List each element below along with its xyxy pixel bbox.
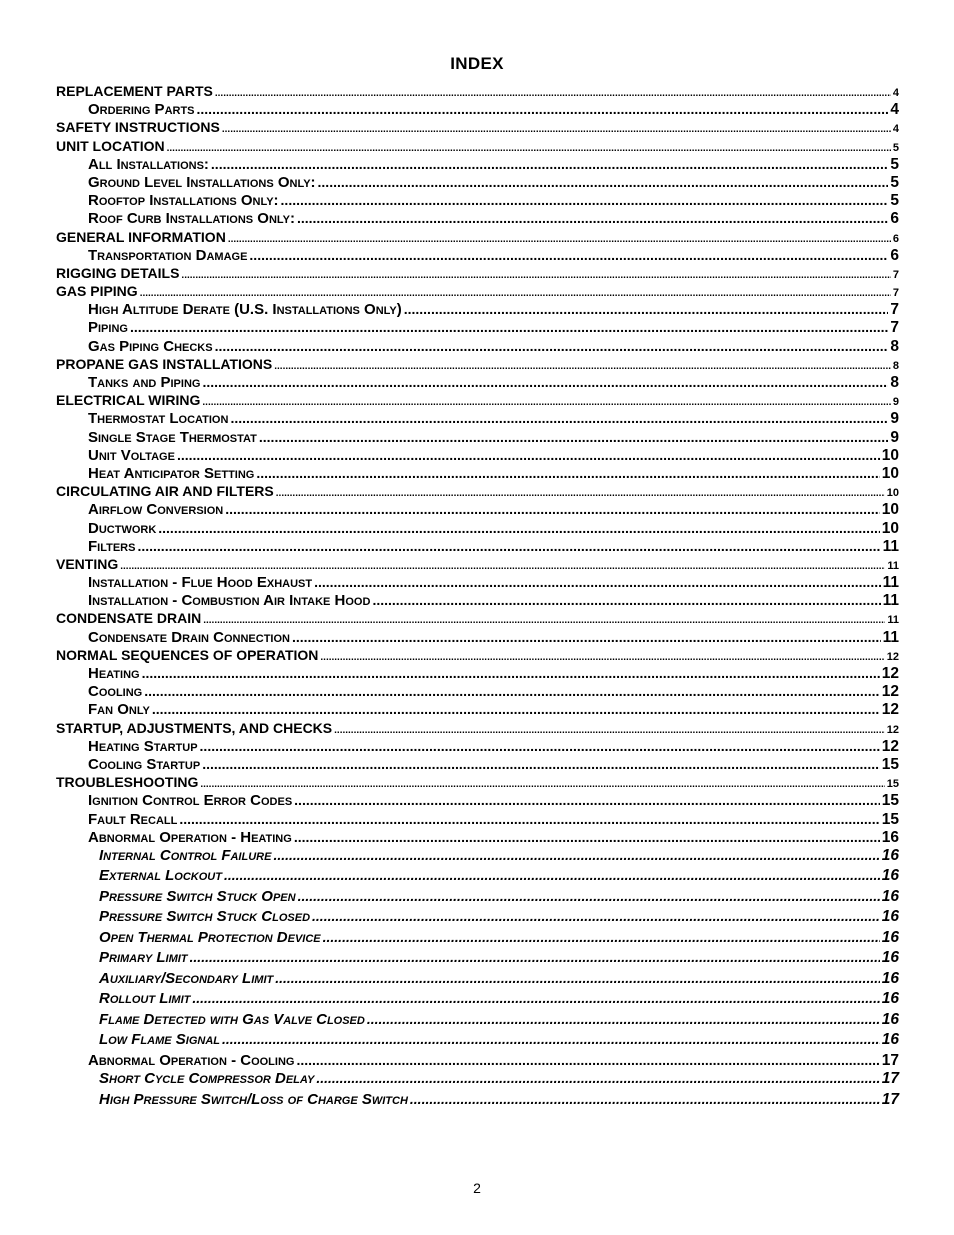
toc-entry[interactable] [56,647,899,665]
toc-entry-label: ELECTRICAL WIRING [56,392,201,409]
toc-entry-label: GENERAL INFORMATION [56,228,226,245]
toc-dot-leader [203,615,885,626]
toc-entry-label: Open Thermal Protection Device [99,928,321,946]
toc-dot-leader [158,520,879,536]
toc-entry-page: 8 [890,337,899,355]
toc-entry[interactable] [56,829,899,847]
toc-dot-leader [297,210,888,226]
toc-entry-label: RIGGING DETAILS [56,264,180,281]
toc-dot-leader [142,665,880,681]
toc-dot-leader [167,143,891,154]
toc-entry-page: 6 [890,210,899,228]
toc-entry[interactable] [56,338,899,356]
toc-entry[interactable] [56,683,899,701]
toc-dot-leader [294,792,880,808]
toc-entry-page: 12 [886,650,899,663]
toc-entry-page: 7 [890,301,899,319]
toc-entry-page: 6 [892,232,899,245]
toc-dot-leader [177,447,880,463]
toc-entry[interactable] [56,501,899,519]
toc-entry-label: Abnormal Operation - Heating [88,828,292,846]
toc-dot-leader [224,867,880,883]
toc-entry-label: Heating Startup [88,737,198,755]
toc-dot-leader [367,1011,880,1027]
toc-entry[interactable] [56,356,899,374]
toc-entry-label: Piping [88,319,128,337]
toc-entry-label: PROPANE GAS INSTALLATIONS [56,355,273,372]
toc-entry-label: Transportation Damage [88,246,248,264]
toc-entry-page: 7 [892,268,899,281]
toc-entry[interactable] [56,701,899,719]
toc-dot-leader [318,174,889,190]
toc-entry-label: STARTUP, ADJUSTMENTS, AND CHECKS [56,719,333,736]
toc-entry-page: 8 [892,359,899,372]
toc-entry-label: Single Stage Thermostat [88,428,257,446]
toc-dot-leader [200,779,884,790]
toc-dot-leader [230,410,888,426]
toc-entry-page: 10 [881,464,899,482]
toc-entry-label: SAFETY INSTRUCTIONS [56,119,220,136]
toc-entry[interactable] [56,156,899,174]
toc-entry-label: Condensate Drain Connection [88,628,290,646]
toc-entry-label: Ignition Control Error Codes [88,792,293,810]
toc-entry[interactable] [56,465,899,483]
toc-entry-page: 11 [887,559,899,572]
toc-dot-leader [140,288,891,299]
toc-dot-leader [273,847,879,863]
toc-entry[interactable] [56,990,899,1011]
toc-entry-page: 7 [890,319,899,337]
toc-dot-leader [181,270,890,281]
toc-dot-leader [294,829,880,845]
toc-entry-page: 4 [892,123,899,136]
toc-dot-leader [222,1031,880,1047]
toc-dot-leader [316,1070,879,1086]
toc-entry-label: Flame Detected with Gas Valve Closed [99,1010,365,1028]
table-of-contents [56,83,899,1111]
toc-entry-page: 11 [882,574,899,592]
toc-entry-page: 11 [887,614,899,627]
toc-entry-page: 16 [881,867,899,885]
toc-entry-page: 15 [881,810,899,828]
toc-entry-label: Cooling Startup [88,755,201,773]
toc-entry-page: 15 [881,792,899,810]
toc-entry-page: 17 [881,1051,899,1069]
toc-entry-page: 11 [882,537,899,555]
toc-dot-leader [152,701,880,717]
toc-entry[interactable] [56,319,899,337]
toc-dot-leader [312,908,880,924]
toc-dot-leader [410,1091,880,1107]
toc-entry-label: Rooftop Installations Only: [88,192,279,210]
toc-entry-label: REPLACEMENT PARTS [56,83,213,99]
toc-entry[interactable] [56,483,899,501]
toc-dot-leader [197,101,889,117]
toc-entry[interactable] [56,756,899,774]
toc-entry-label: Auxiliary/Secondary Limit [99,969,274,987]
toc-entry[interactable] [56,538,899,556]
toc-entry-page: 16 [881,1010,899,1028]
toc-entry-page: 4 [892,87,899,99]
toc-entry-label: Internal Control Failure [99,846,272,864]
toc-entry-page: 5 [892,141,899,154]
toc-entry-label: CONDENSATE DRAIN [56,610,202,627]
toc-dot-leader [298,888,880,904]
toc-entry[interactable] [56,929,899,950]
toc-entry[interactable] [56,392,899,410]
toc-entry[interactable] [56,283,899,301]
toc-dot-leader [259,429,888,445]
toc-entry-page: 12 [881,683,899,701]
toc-entry-label: UNIT LOCATION [56,137,165,154]
toc-dot-leader [144,683,880,699]
toc-entry-page: 11 [882,628,899,646]
toc-dot-leader [215,88,891,99]
toc-entry-label: Cooling [88,683,143,701]
toc-entry-label: Short Cycle Compressor Delay [99,1070,315,1088]
toc-entry[interactable] [56,520,899,538]
toc-entry[interactable] [56,592,899,610]
toc-entry[interactable] [56,192,899,210]
toc-entry-label: Pressure Switch Stuck Open [99,887,296,905]
toc-entry-page: 9 [890,410,899,428]
toc-entry[interactable] [56,556,899,574]
toc-entry[interactable] [56,301,899,319]
toc-entry[interactable] [56,1011,899,1032]
toc-dot-leader [314,574,881,590]
toc-entry-label: Rollout Limit [99,990,191,1008]
toc-entry-label: Tanks and Piping [88,374,201,391]
toc-entry-page: 10 [881,501,899,519]
toc-entry-page: 16 [881,928,899,946]
toc-entry-label: Pressure Switch Stuck Closed [99,908,311,926]
toc-dot-leader [211,156,888,172]
toc-entry-page: 4 [890,101,899,119]
toc-entry[interactable] [56,429,899,447]
toc-entry-page: 16 [881,949,899,967]
toc-dot-leader [120,561,885,572]
toc-entry[interactable] [56,888,899,909]
toc-entry-label: Installation - Flue Hood Exhaust [88,574,313,592]
toc-entry[interactable] [56,83,899,101]
toc-entry-label: Ordering Parts [88,101,195,119]
toc-entry-page: 16 [881,846,899,864]
toc-dot-leader [137,538,880,554]
toc-entry-page: 16 [881,990,899,1008]
toc-entry-label: Fan Only [88,701,150,719]
toc-entry-label: Ground Level Installations Only: [88,173,316,191]
toc-entry-label: Installation - Combustion Air Intake Hood [88,592,371,610]
toc-dot-leader [179,811,879,827]
toc-entry[interactable] [56,610,899,628]
toc-dot-leader [320,652,884,663]
toc-dot-leader [404,301,889,317]
toc-entry-page: 12 [886,723,899,736]
toc-dot-leader [222,124,891,135]
toc-entry[interactable] [56,210,899,228]
toc-entry-page: 12 [881,701,899,719]
toc-entry[interactable] [56,1031,899,1052]
toc-entry-label: Thermostat Location [88,410,229,428]
toc-entry[interactable] [56,949,899,970]
toc-entry-label: High Altitude Derate (U.S. Installations Only) [88,301,402,319]
toc-entry-page: 9 [892,396,899,409]
toc-entry[interactable] [56,665,899,683]
toc-dot-leader [130,319,888,335]
toc-dot-leader [202,397,890,408]
toc-entry-page: 17 [881,1070,899,1088]
toc-entry[interactable] [56,138,899,156]
toc-dot-leader [192,990,879,1006]
toc-entry-page: 10 [886,487,899,500]
toc-dot-leader [228,234,891,245]
toc-entry-page: 10 [881,446,899,464]
toc-entry-label: External Lockout [99,867,222,885]
toc-entry-label: NORMAL SEQUENCES OF OPERATION [56,646,319,663]
toc-entry[interactable] [56,574,899,592]
toc-entry[interactable] [56,1070,899,1091]
toc-entry-label: Airflow Conversion [88,501,224,519]
toc-entry-page: 15 [881,755,899,773]
toc-entry-label: Abnormal Operation - Cooling [88,1051,295,1069]
toc-dot-leader [202,756,880,772]
toc-dot-leader [190,949,880,965]
toc-entry[interactable] [56,738,899,756]
toc-entry-label: Ductwork [88,519,157,537]
toc-entry[interactable] [56,374,899,392]
toc-entry[interactable] [56,792,899,810]
toc-entry-page: 5 [890,192,899,210]
toc-entry[interactable] [56,908,899,929]
toc-dot-leader [256,465,879,481]
toc-entry-label: All Installations: [88,155,209,173]
toc-entry[interactable] [56,101,899,119]
toc-entry[interactable] [56,119,899,137]
toc-dot-leader [215,338,889,354]
toc-entry-page: 11 [882,592,899,610]
toc-entry[interactable] [56,229,899,247]
toc-entry[interactable] [56,265,899,283]
toc-entry[interactable] [56,629,899,647]
toc-entry[interactable] [56,174,899,192]
toc-entry-label: CIRCULATING AIR AND FILTERS [56,483,274,500]
toc-entry-page: 10 [881,519,899,537]
toc-entry[interactable] [56,847,899,868]
toc-entry-page: 9 [890,428,899,446]
toc-entry-page: 15 [886,778,899,791]
toc-entry-label: Primary Limit [99,949,188,967]
toc-entry[interactable] [56,1052,899,1070]
toc-entry-label: Fault Recall [88,810,178,828]
toc-entry-label: Unit Voltage [88,446,175,464]
toc-entry-page: 8 [890,374,899,391]
toc-entry-page: 16 [881,887,899,905]
toc-entry-label: Low Flame Signal [99,1031,220,1049]
toc-entry[interactable] [56,970,899,991]
toc-entry-label: TROUBLESHOOTING [56,774,199,791]
toc-entry-label: VENTING [56,555,119,572]
toc-entry-label: Heating [88,665,140,682]
toc-dot-leader [202,374,888,390]
toc-entry-page: 16 [881,969,899,987]
toc-entry-page: 16 [881,1031,899,1049]
toc-dot-leader [372,592,880,608]
toc-entry[interactable] [56,811,899,829]
toc-entry-page: 7 [892,287,899,300]
toc-entry-page: 17 [881,1090,899,1108]
toc-dot-leader [292,629,881,645]
index-title: INDEX [450,54,504,73]
toc-entry-page: 12 [881,665,899,682]
toc-dot-leader [276,488,885,499]
toc-entry[interactable] [56,720,899,738]
toc-entry-label: GAS PIPING [56,283,138,300]
toc-entry-page: 6 [890,246,899,264]
toc-entry-label: Roof Curb Installations Only: [88,210,295,228]
toc-dot-leader [334,725,885,736]
page-number: 2 [473,1180,481,1196]
toc-dot-leader [225,501,880,517]
toc-dot-leader [275,970,880,986]
toc-entry-page: 16 [881,908,899,926]
toc-entry-label: High Pressure Switch/Loss of Charge Switch [99,1090,408,1108]
toc-dot-leader [249,247,888,263]
toc-entry[interactable] [56,867,899,888]
toc-entry[interactable] [56,447,899,465]
toc-dot-leader [281,192,889,208]
toc-entry-label: Heat Anticipator Setting [88,464,255,482]
toc-dot-leader [200,738,880,754]
toc-entry-label: Gas Piping Checks [88,337,213,355]
toc-dot-leader [296,1052,879,1068]
toc-entry[interactable] [56,774,899,792]
toc-entry-page: 12 [881,737,899,755]
toc-entry[interactable] [56,247,899,265]
toc-entry-page: 5 [890,155,899,173]
toc-entry-page: 5 [890,173,899,191]
toc-entry[interactable] [56,1091,899,1112]
toc-entry-page: 16 [881,828,899,846]
toc-entry[interactable] [56,410,899,428]
toc-dot-leader [274,361,891,372]
toc-entry-label: Filters [88,537,136,555]
toc-dot-leader [323,929,880,945]
